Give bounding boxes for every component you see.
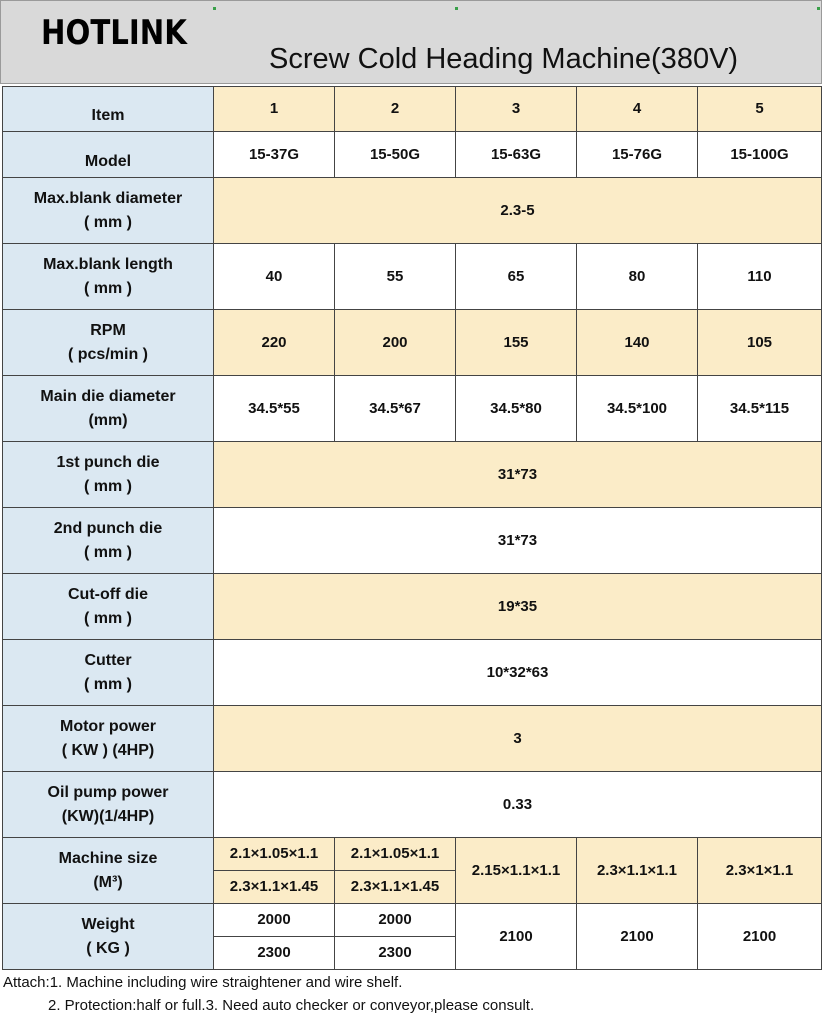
table-cell: 4	[577, 87, 698, 132]
row-label: Max.blank diameter ( mm )	[3, 178, 214, 244]
table-cell: 15-63G	[456, 132, 577, 178]
table-cell: 40	[214, 244, 335, 310]
row-label: RPM ( pcs/min )	[3, 310, 214, 376]
table-row-model	[3, 132, 822, 178]
row-label: Machine size (M³)	[3, 838, 214, 904]
page-title: Screw Cold Heading Machine(380V)	[269, 43, 739, 75]
row-label: 2nd punch die ( mm )	[3, 508, 214, 574]
table-cell: 155	[456, 310, 577, 376]
table-cell: 1	[214, 87, 335, 132]
table-row-cutter	[3, 640, 822, 706]
table-cell: 2000	[214, 904, 335, 937]
table-cell: 2.15×1.1×1.1	[456, 838, 577, 904]
table-cell: 2000	[335, 904, 456, 937]
table-row-punch2	[3, 508, 822, 574]
table-cell: 110	[698, 244, 822, 310]
table-cell: 0.33	[214, 772, 822, 838]
table-row-machine-size	[3, 838, 822, 871]
table-cell: 34.5*100	[577, 376, 698, 442]
table-cell: 2100	[577, 904, 698, 970]
table-cell: 34.5*80	[456, 376, 577, 442]
cell-marker	[455, 7, 458, 10]
table-cell: 15-76G	[577, 132, 698, 178]
table-cell: 65	[456, 244, 577, 310]
table-cell: 15-37G	[214, 132, 335, 178]
brand-logo: HOTLINK	[41, 13, 187, 53]
table-cell: 55	[335, 244, 456, 310]
row-label: Weight ( KG )	[3, 904, 214, 970]
table-cell: 3	[456, 87, 577, 132]
footnotes	[3, 971, 534, 1017]
table-row-main-die	[3, 376, 822, 442]
table-cell: 2.3×1.1×1.45	[214, 871, 335, 904]
row-label: Model	[3, 132, 214, 178]
table-cell: 2.1×1.05×1.1	[335, 838, 456, 871]
table-cell: 31*73	[214, 508, 822, 574]
table-cell: 2300	[335, 937, 456, 970]
table-row-blank-diameter	[3, 178, 822, 244]
row-label: Oil pump power (KW)(1/4HP)	[3, 772, 214, 838]
row-label: Cut-off die ( mm )	[3, 574, 214, 640]
row-label: Motor power ( KW ) (4HP)	[3, 706, 214, 772]
table-row-blank-length	[3, 244, 822, 310]
table-cell: 5	[698, 87, 822, 132]
table-cell: 15-50G	[335, 132, 456, 178]
table-cell: 2.3×1×1.1	[698, 838, 822, 904]
table-cell: 200	[335, 310, 456, 376]
table-cell: 2	[335, 87, 456, 132]
table-cell: 2.3×1.1×1.45	[335, 871, 456, 904]
table-row-oil-pump	[3, 772, 822, 838]
table-cell: 140	[577, 310, 698, 376]
table-cell: 2.3×1.1×1.1	[577, 838, 698, 904]
table-cell: 2.3-5	[214, 178, 822, 244]
table-cell: 15-100G	[698, 132, 822, 178]
row-label: Main die diameter (mm)	[3, 376, 214, 442]
row-label: 1st punch die ( mm )	[3, 442, 214, 508]
table-row-motor	[3, 706, 822, 772]
table-cell: 105	[698, 310, 822, 376]
header-banner	[0, 0, 822, 84]
table-cell: 34.5*55	[214, 376, 335, 442]
table-cell: 19*35	[214, 574, 822, 640]
spec-table	[2, 86, 822, 970]
cell-marker	[817, 7, 820, 10]
table-cell: 2300	[214, 937, 335, 970]
table-cell: 2.1×1.05×1.1	[214, 838, 335, 871]
row-label: Cutter ( mm )	[3, 640, 214, 706]
table-cell: 3	[214, 706, 822, 772]
footnote-line: 2. Protection:half or full.3. Need auto checker or conveyor,please consult.	[48, 997, 535, 1014]
table-row-punch1	[3, 442, 822, 508]
row-label: Max.blank length ( mm )	[3, 244, 214, 310]
table-row-item	[3, 87, 822, 132]
table-cell: 2100	[698, 904, 822, 970]
table-cell: 34.5*115	[698, 376, 822, 442]
row-label: Item	[3, 87, 214, 132]
table-row-rpm	[3, 310, 822, 376]
table-row-cutoff	[3, 574, 822, 640]
footnote-line: Attach:1. Machine including wire straightener and wire shelf.	[3, 974, 403, 991]
cell-marker	[213, 7, 216, 10]
table-cell: 31*73	[214, 442, 822, 508]
table-cell: 10*32*63	[214, 640, 822, 706]
table-cell: 80	[577, 244, 698, 310]
table-cell: 2100	[456, 904, 577, 970]
table-cell: 34.5*67	[335, 376, 456, 442]
table-row-weight	[3, 904, 822, 937]
table-cell: 220	[214, 310, 335, 376]
